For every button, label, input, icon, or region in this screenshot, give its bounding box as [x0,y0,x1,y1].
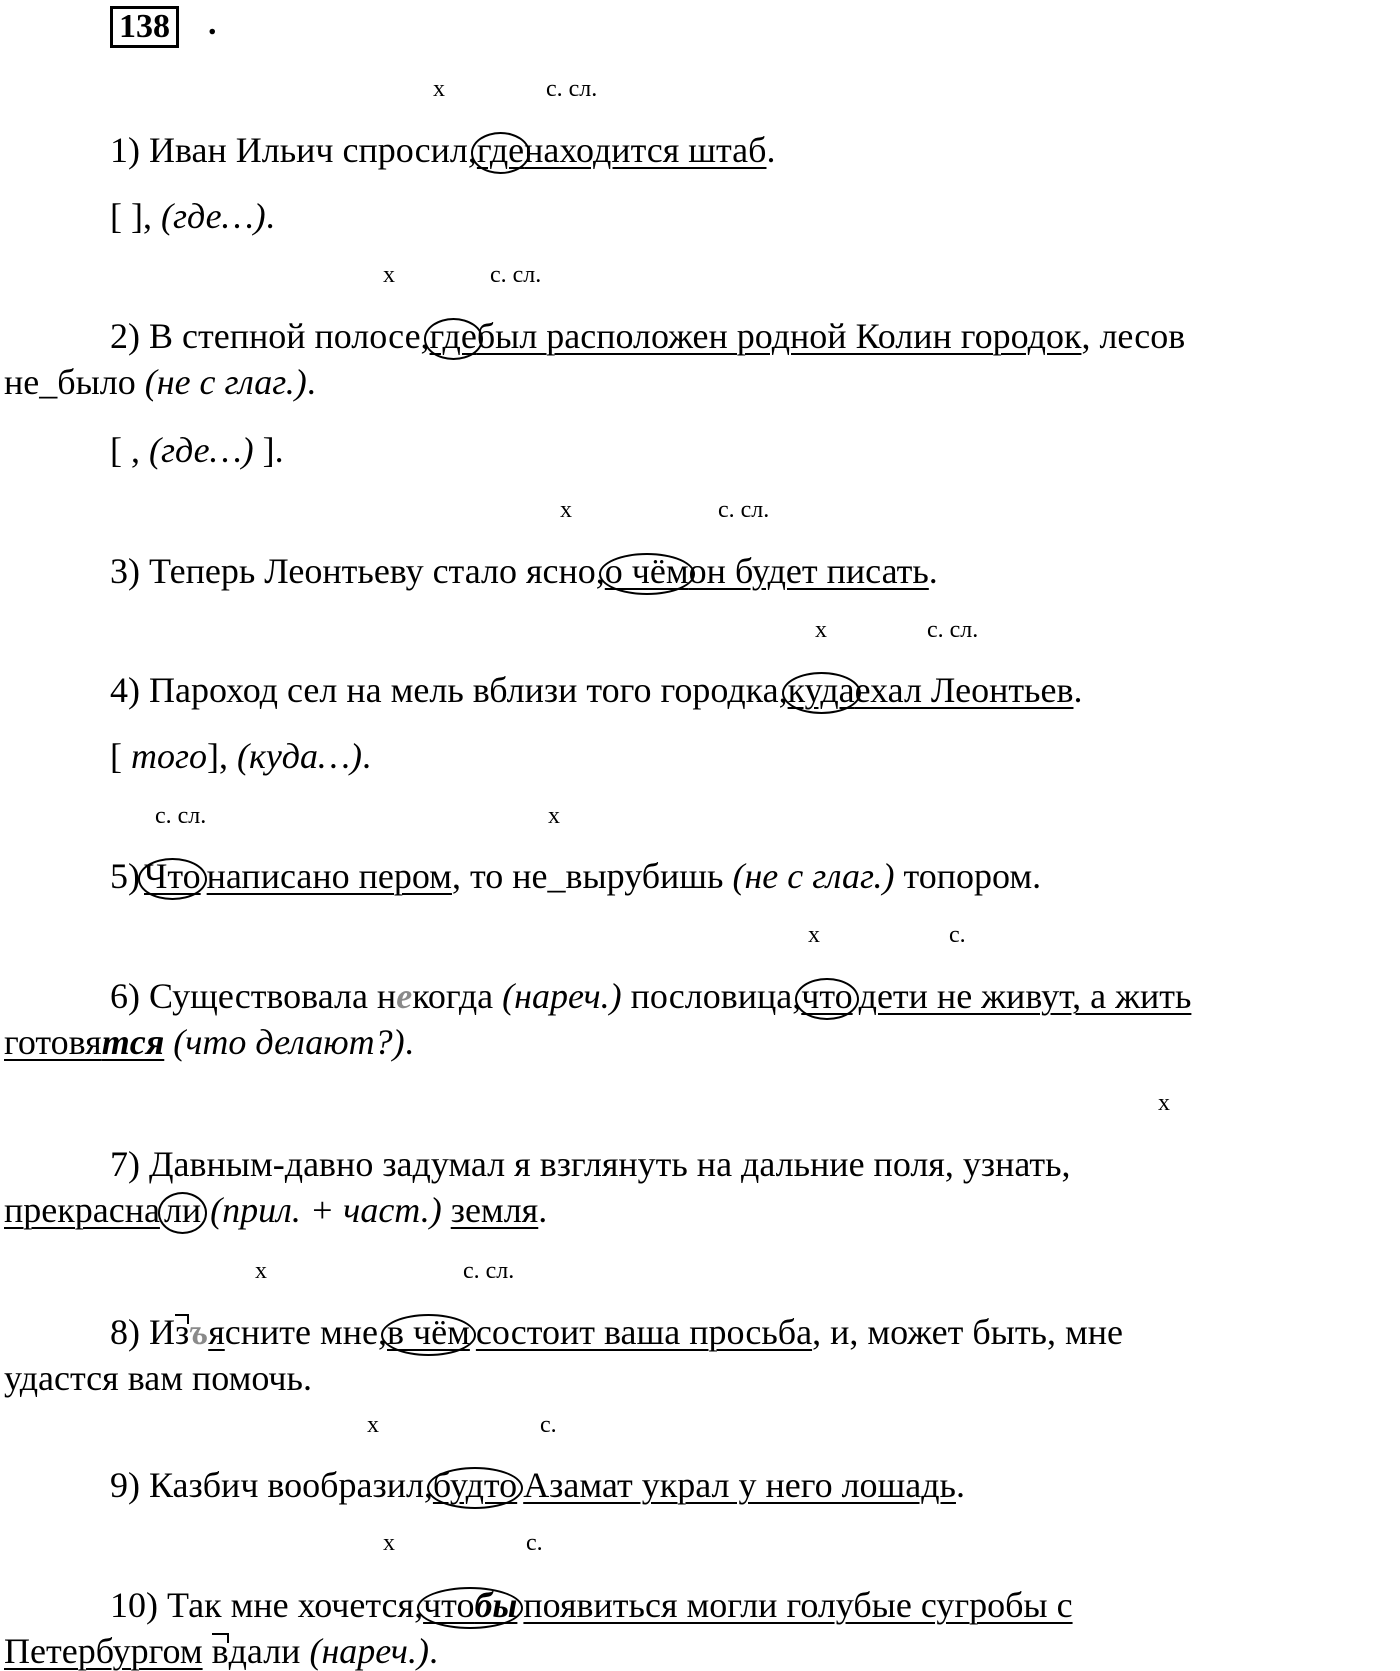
label-x: х [560,497,572,523]
sentence-9: 9) Казбич вообразил,будто Азамат украл у него лошадь. [110,1465,965,1505]
scheme-2: [ , (где…) ]. [110,430,284,470]
conjunction-word: куда [787,670,855,710]
label-x: х [367,1412,379,1438]
label-s: с. [540,1412,557,1438]
particle: ли [163,1190,202,1230]
label-ss: с. сл. [718,497,770,523]
sentence-10-line-1: 10) Так мне хочется,чтобы появиться могли голубые сугробы с [110,1585,1073,1625]
sentence-8-line-2: удастся вам помочь. [4,1358,312,1398]
sentence-7-line-1: 7) Давным-давно задумал я взглянуть на дальние поля, узнать, [110,1144,1071,1184]
label-x: х [815,617,827,643]
task-number-dot: . [208,5,217,42]
sentence-5: 5) Что написано пером, то не_вырубишь (не с глаг.) топором. [110,856,1042,896]
label-x: х [433,76,445,102]
prefix-mark: з [175,1312,190,1352]
label-ss: с. сл. [927,617,979,643]
label-x: х [548,803,560,829]
sentence-1: 1) Иван Ильич спросил,гденаходится штаб. [110,130,776,170]
label-s: с. [949,922,966,948]
sentence-3: 3) Теперь Леонтьеву стало ясно,о чёмон будет писать. [110,551,938,591]
sentence-6-line-1: 6) Существовала некогда (нареч.) пословица,что дети не живут, а жить [110,976,1192,1016]
sentence-2-line-1: 2) В степной полосе,гдебыл расположен родной Колин городок, лесов [110,316,1186,356]
sentence-10-line-2: Петербургом вдали (нареч.). [4,1631,438,1671]
sentence-8-line-1: 8) Изъясните мне,в чём состоит ваша просьба, и, может быть, мне [110,1312,1124,1352]
scheme-1: [ ], (где…). [110,196,275,236]
conjunction-word: где [429,316,477,356]
label-ss: с. сл. [490,262,542,288]
scheme-4: [ того], (куда…). [110,736,371,776]
label-x: х [383,1530,395,1556]
conjunction-word: Что [144,856,201,896]
sentence-7-line-2: прекрасна ли (прил. + част.) земля. [4,1190,548,1230]
sentence-6-line-2: готовятся (что делают?). [4,1022,414,1062]
sentence-4: 4) Пароход сел на мель вблизи того городка,кудаехал Леонтьев. [110,670,1083,710]
label-x: х [383,262,395,288]
conjunction-word: в чём [387,1312,470,1352]
label-x: х [255,1258,267,1284]
label-ss: с. сл. [546,76,598,102]
label-ss: с. сл. [155,803,207,829]
label-x: х [1158,1090,1170,1116]
prefix-mark: в [211,1631,229,1671]
conjunction-word: о чём [604,551,689,591]
label-x: х [808,922,820,948]
sentence-2-line-2: не_было (не с глаг.). [4,362,316,402]
task-number: 138 [110,6,179,48]
conjunction-word: будто [432,1465,518,1505]
hard-sign: ъ [189,1312,209,1352]
label-ss: с. сл. [463,1258,515,1284]
label-s: с. [526,1530,543,1556]
conjunction-word: что [801,976,853,1016]
conjunction-word: чтобы [423,1585,518,1625]
stressed-vowel: е [396,976,413,1016]
conjunction-word: где [476,130,525,170]
